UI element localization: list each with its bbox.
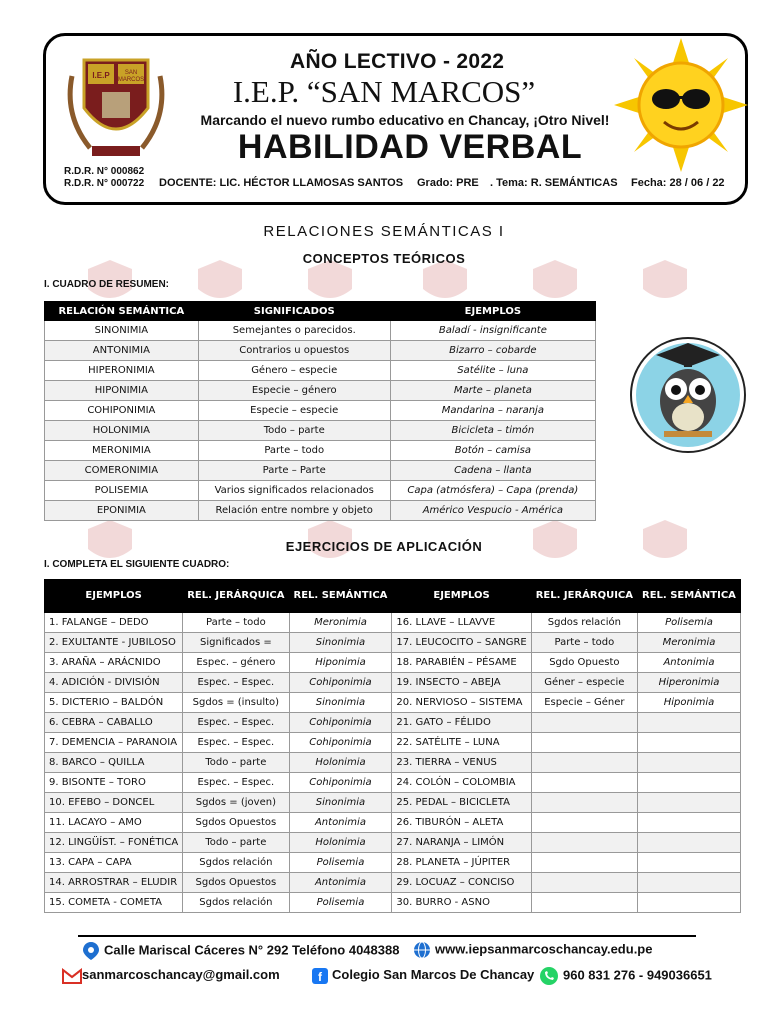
table-cell: Parte – Parte bbox=[198, 461, 390, 481]
teacher-name: DOCENTE: LIC. HÉCTOR LLAMOSAS SANTOS bbox=[159, 177, 404, 189]
example-cell: 7. DEMENCIA – PARANOIA bbox=[45, 733, 183, 753]
table-row bbox=[45, 813, 741, 833]
footer-divider bbox=[78, 935, 696, 937]
exercises-title: EJERCICIOS DE APLICACIÓN bbox=[285, 539, 483, 554]
footer-address bbox=[82, 941, 399, 961]
school-name: I.E.P. “SAN MARCOS” bbox=[232, 74, 536, 109]
answer-cell: Meronimia bbox=[638, 633, 741, 653]
table-cell: MERONIMIA bbox=[45, 441, 199, 461]
answer-cell bbox=[638, 893, 741, 913]
table-row bbox=[45, 693, 741, 713]
answer-cell: Holonimia bbox=[289, 753, 392, 773]
answer-cell bbox=[638, 853, 741, 873]
example-cell: 17. LEUCOCITO – SANGRE bbox=[392, 633, 531, 653]
table-row bbox=[45, 773, 741, 793]
example-cell: 10. EFEBO – DONCEL bbox=[45, 793, 183, 813]
answer-cell: Especie – Géner bbox=[531, 693, 637, 713]
grade-label: Grado: PRE bbox=[417, 177, 479, 189]
answer-cell bbox=[638, 753, 741, 773]
answer-cell: Espec. – Espec. bbox=[183, 773, 289, 793]
table-cell: HIPONIMIA bbox=[45, 381, 199, 401]
section-title: RELACIONES SEMÁNTICAS I bbox=[263, 223, 505, 240]
table-cell: Semejantes o parecidos. bbox=[198, 321, 390, 341]
table-cell: Varios significados relacionados bbox=[198, 481, 390, 501]
answer-cell: Parte – todo bbox=[531, 633, 637, 653]
example-cell: 19. INSECTO – ABEJA bbox=[392, 673, 531, 693]
table-cell: Botón – camisa bbox=[390, 441, 595, 461]
table-row bbox=[45, 833, 741, 853]
table-cell: Bizarro – cobarde bbox=[390, 341, 595, 361]
answer-cell bbox=[638, 873, 741, 893]
column-header: REL. JERÁRQUICA bbox=[183, 580, 289, 613]
table-row bbox=[45, 401, 596, 421]
example-cell: 2. EXULTANTE - JUBILOSO bbox=[45, 633, 183, 653]
footer-email[interactable] bbox=[62, 967, 280, 984]
table-cell: Marte – planeta bbox=[390, 381, 595, 401]
svg-text:I.E.P: I.E.P bbox=[92, 71, 110, 80]
summary-table bbox=[44, 301, 596, 521]
example-cell: 12. LINGÜÍST. – FONÉTICA bbox=[45, 833, 183, 853]
answer-cell: Sgdos relación bbox=[183, 853, 289, 873]
table-cell: HIPERONIMIA bbox=[45, 361, 199, 381]
column-header: EJEMPLOS bbox=[45, 580, 183, 613]
answer-cell bbox=[531, 853, 637, 873]
whatsapp-icon bbox=[539, 966, 559, 986]
footer-whatsapp[interactable] bbox=[539, 966, 712, 986]
answer-cell: Antonimia bbox=[289, 873, 392, 893]
table-cell: ANTONIMIA bbox=[45, 341, 199, 361]
column-header: REL. SEMÁNTICA bbox=[289, 580, 392, 613]
table-cell: Mandarina – naranja bbox=[390, 401, 595, 421]
table-row bbox=[45, 361, 596, 381]
answer-cell: Espec. – Espec. bbox=[183, 713, 289, 733]
table-row bbox=[45, 853, 741, 873]
subject-title: HABILIDAD VERBAL bbox=[237, 128, 583, 166]
sun-with-sunglasses-icon bbox=[612, 36, 750, 174]
column-header: RELACIÓN SEMÁNTICA bbox=[45, 302, 199, 321]
answer-cell: Significados = bbox=[183, 633, 289, 653]
facebook-icon bbox=[312, 968, 328, 984]
example-cell: 5. DICTERIO – BALDÓN bbox=[45, 693, 183, 713]
table-row bbox=[45, 673, 741, 693]
answer-cell: Antonimia bbox=[638, 653, 741, 673]
answer-cell: Todo – parte bbox=[183, 833, 289, 853]
table-cell: Capa (atmósfera) – Capa (prenda) bbox=[390, 481, 595, 501]
answer-cell: Hiperonimia bbox=[638, 673, 741, 693]
table-row bbox=[45, 381, 596, 401]
table-row bbox=[45, 481, 596, 501]
example-cell: 30. BURRO - ASNO bbox=[392, 893, 531, 913]
svg-text:MARCOS: MARCOS bbox=[117, 77, 145, 83]
answer-cell bbox=[638, 773, 741, 793]
table-row bbox=[45, 321, 596, 341]
table-cell: Américo Vespucio - América bbox=[390, 501, 595, 521]
example-cell: 13. CAPA – CAPA bbox=[45, 853, 183, 873]
column-header: REL. JERÁRQUICA bbox=[531, 580, 637, 613]
example-cell: 22. SATÉLITE – LUNA bbox=[392, 733, 531, 753]
answer-cell bbox=[531, 773, 637, 793]
table-cell: Todo – parte bbox=[198, 421, 390, 441]
address-text: Calle Mariscal Cáceres N° 292 Teléfono 4048388 bbox=[104, 942, 400, 958]
answer-cell: Sgdos Opuestos bbox=[183, 873, 289, 893]
table-cell: Bicicleta – timón bbox=[390, 421, 595, 441]
answer-cell bbox=[531, 753, 637, 773]
example-cell: 16. LLAVE – LLAVVE bbox=[392, 613, 531, 633]
answer-cell bbox=[531, 713, 637, 733]
table-row bbox=[45, 421, 596, 441]
example-cell: 4. ADICIÓN - DIVISIÓN bbox=[45, 673, 183, 693]
theory-title: CONCEPTOS TEÓRICOS bbox=[302, 251, 466, 266]
example-cell: 24. COLÓN – COLOMBIA bbox=[392, 773, 531, 793]
table-cell: COHIPONIMIA bbox=[45, 401, 199, 421]
answer-cell: Antonimia bbox=[289, 813, 392, 833]
exercises-table bbox=[44, 579, 741, 913]
table-row bbox=[45, 733, 741, 753]
example-cell: 23. TIERRA – VENUS bbox=[392, 753, 531, 773]
example-cell: 20. NERVIOSO – SISTEMA bbox=[392, 693, 531, 713]
table-cell: POLISEMIA bbox=[45, 481, 199, 501]
answer-cell: Sgdos relación bbox=[183, 893, 289, 913]
answer-cell: Espec. – Espec. bbox=[183, 733, 289, 753]
answer-cell: Sinonimia bbox=[289, 633, 392, 653]
table-row bbox=[45, 753, 741, 773]
answer-cell: Meronimia bbox=[289, 613, 392, 633]
topic-label: . Tema: R. SEMÁNTICAS bbox=[490, 177, 618, 189]
answer-cell: Cohiponimia bbox=[289, 773, 392, 793]
rdr-number-2: R.D.R. N° 000722 bbox=[64, 178, 145, 189]
answer-cell: Sgdos relación bbox=[531, 613, 637, 633]
table-row bbox=[45, 501, 596, 521]
answer-cell: Sinonimia bbox=[289, 793, 392, 813]
answer-cell: Polisemia bbox=[289, 853, 392, 873]
example-cell: 18. PARABIÉN – PÉSAME bbox=[392, 653, 531, 673]
table-row bbox=[45, 441, 596, 461]
table-cell: EPONIMIA bbox=[45, 501, 199, 521]
answer-cell: Todo – parte bbox=[183, 753, 289, 773]
answer-cell: Cohiponimia bbox=[289, 713, 392, 733]
table-cell: HOLONIMIA bbox=[45, 421, 199, 441]
answer-cell: Parte – todo bbox=[183, 613, 289, 633]
footer-facebook[interactable] bbox=[312, 967, 534, 984]
column-header: SIGNIFICADOS bbox=[198, 302, 390, 321]
example-cell: 21. GATO – FÉLIDO bbox=[392, 713, 531, 733]
answer-cell: Polisemia bbox=[638, 613, 741, 633]
table-cell: Cadena – llanta bbox=[390, 461, 595, 481]
slogan: Marcando el nuevo rumbo educativo en Chancay, ¡Otro Nivel! bbox=[200, 112, 610, 128]
answer-cell bbox=[638, 733, 741, 753]
answer-cell: Hiponimia bbox=[289, 653, 392, 673]
column-header: EJEMPLOS bbox=[390, 302, 595, 321]
table-cell: Relación entre nombre y objeto bbox=[198, 501, 390, 521]
table-cell: Especie – género bbox=[198, 381, 390, 401]
table-row bbox=[45, 653, 741, 673]
table-cell: Contrarios u opuestos bbox=[198, 341, 390, 361]
rdr-number-1: R.D.R. N° 000862 bbox=[64, 166, 145, 177]
answer-cell bbox=[531, 873, 637, 893]
answer-cell bbox=[531, 793, 637, 813]
gmail-icon bbox=[62, 968, 82, 984]
svg-text:SAN: SAN bbox=[124, 70, 138, 76]
table-row bbox=[45, 341, 596, 361]
answer-cell bbox=[531, 813, 637, 833]
answer-cell bbox=[531, 733, 637, 753]
location-icon bbox=[82, 941, 100, 961]
example-cell: 14. ARROSTRAR – ELUDIR bbox=[45, 873, 183, 893]
answer-cell: Espec. – género bbox=[183, 653, 289, 673]
table-row bbox=[45, 873, 741, 893]
table-cell: Parte – todo bbox=[198, 441, 390, 461]
example-cell: 9. BISONTE – TORO bbox=[45, 773, 183, 793]
table-cell: Género – especie bbox=[198, 361, 390, 381]
table-cell: Baladí - insignificante bbox=[390, 321, 595, 341]
answer-cell: Sgdos = (joven) bbox=[183, 793, 289, 813]
example-cell: 1. FALANGE – DEDO bbox=[45, 613, 183, 633]
table-row bbox=[45, 633, 741, 653]
summary-label: I. CUADRO DE RESUMEN: bbox=[44, 279, 170, 290]
answer-cell: Polisemia bbox=[289, 893, 392, 913]
table-row bbox=[45, 461, 596, 481]
answer-cell: Sgdo Opuesto bbox=[531, 653, 637, 673]
email-link[interactable]: sanmarcoschancay@gmail.com bbox=[82, 967, 280, 982]
answer-cell: Holonimia bbox=[289, 833, 392, 853]
example-cell: 26. TIBURÓN – ALETA bbox=[392, 813, 531, 833]
example-cell: 8. BARCO – QUILLA bbox=[45, 753, 183, 773]
table-cell: Especie – especie bbox=[198, 401, 390, 421]
answer-cell bbox=[531, 833, 637, 853]
answer-cell: Sinonimia bbox=[289, 693, 392, 713]
answer-cell: Sgdos = (insulto) bbox=[183, 693, 289, 713]
table-cell: Satélite – luna bbox=[390, 361, 595, 381]
answer-cell: Cohiponimia bbox=[289, 733, 392, 753]
example-cell: 3. ARAÑA – ARÁCNIDO bbox=[45, 653, 183, 673]
table-cell: COMERONIMIA bbox=[45, 461, 199, 481]
example-cell: 6. CEBRA – CABALLO bbox=[45, 713, 183, 733]
table-row bbox=[45, 713, 741, 733]
exercises-label: I. COMPLETA EL SIGUIENTE CUADRO: bbox=[44, 559, 230, 570]
answer-cell: Espec. – Espec. bbox=[183, 673, 289, 693]
footer-website[interactable] bbox=[413, 941, 652, 959]
school-year: AÑO LECTIVO - 2022 bbox=[290, 50, 505, 73]
example-cell: 11. LACAYO – AMO bbox=[45, 813, 183, 833]
owl-graduate-icon bbox=[628, 335, 748, 455]
website-link[interactable]: www.iepsanmarcoschancay.edu.pe bbox=[435, 941, 653, 957]
answer-cell bbox=[638, 813, 741, 833]
column-header: REL. SEMÁNTICA bbox=[638, 580, 741, 613]
answer-cell: Géner – especie bbox=[531, 673, 637, 693]
answer-cell: Sgdos Opuestos bbox=[183, 813, 289, 833]
column-header: EJEMPLOS bbox=[392, 580, 531, 613]
example-cell: 28. PLANETA – JÚPITER bbox=[392, 853, 531, 873]
svg-text:f: f bbox=[318, 969, 322, 984]
globe-icon bbox=[413, 941, 431, 959]
table-row bbox=[45, 613, 741, 633]
table-row bbox=[45, 793, 741, 813]
answer-cell: Cohiponimia bbox=[289, 673, 392, 693]
answer-cell bbox=[531, 893, 637, 913]
answer-cell bbox=[638, 833, 741, 853]
answer-cell bbox=[638, 793, 741, 813]
example-cell: 25. PEDAL – BICICLETA bbox=[392, 793, 531, 813]
answer-cell: Hiponimia bbox=[638, 693, 741, 713]
facebook-link[interactable]: Colegio San Marcos De Chancay bbox=[332, 967, 535, 982]
table-row bbox=[45, 893, 741, 913]
example-cell: 15. COMETA - COMETA bbox=[45, 893, 183, 913]
table-cell: SINONIMIA bbox=[45, 321, 199, 341]
example-cell: 29. LOCUAZ – CONCISO bbox=[392, 873, 531, 893]
whatsapp-number[interactable]: 960 831 276 - 949036651 bbox=[563, 967, 712, 983]
example-cell: 27. NARANJA – LIMÓN bbox=[392, 833, 531, 853]
answer-cell bbox=[638, 713, 741, 733]
date-label: Fecha: 28 / 06 / 22 bbox=[631, 177, 725, 189]
